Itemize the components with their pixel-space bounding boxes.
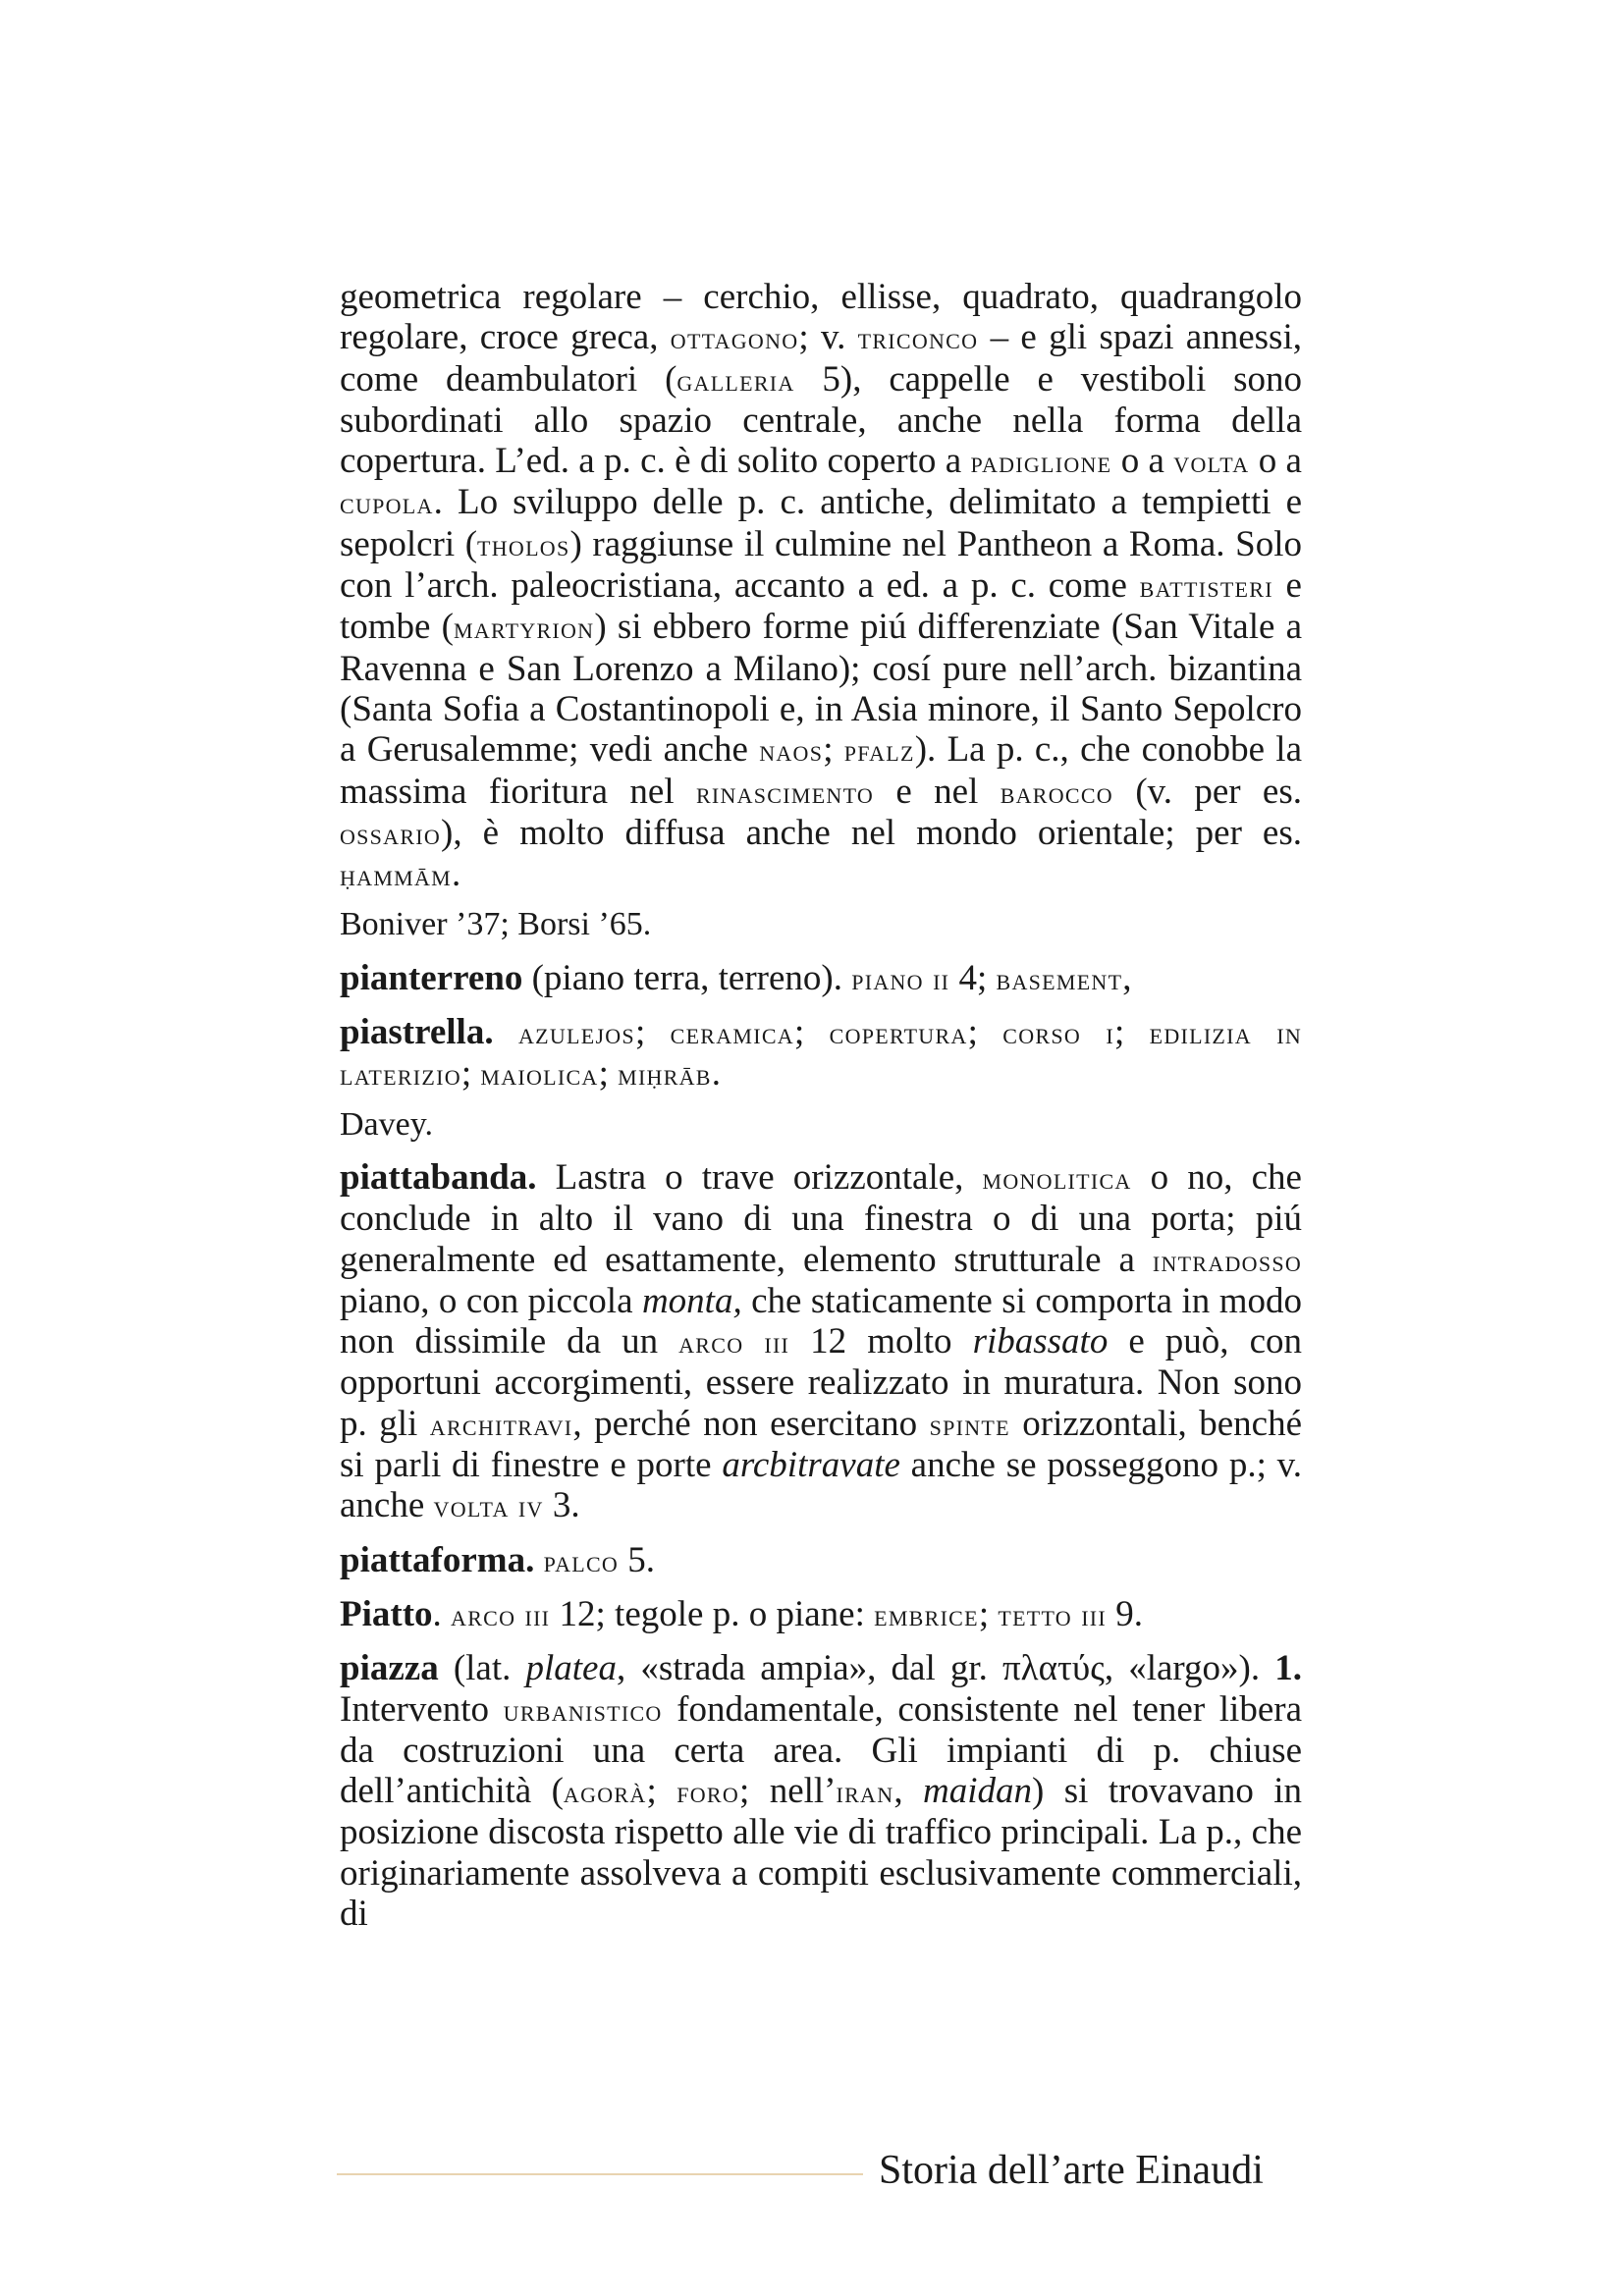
text-run: (lat.: [438, 1648, 526, 1689]
text-run: ; nell’: [739, 1771, 837, 1812]
text-run: 3.: [543, 1485, 580, 1526]
text-run: o a: [1249, 441, 1302, 482]
text-run: 4;: [949, 957, 997, 998]
text-run: orizzontali, benché si parli di finestre e porte: [340, 1403, 1302, 1486]
cross-reference: intradosso: [1152, 1243, 1302, 1278]
entry-headword: Piatto: [340, 1593, 433, 1634]
dictionary-entry: [340, 1594, 1302, 1635]
bibliography-line: Davey.: [340, 1105, 434, 1143]
cross-reference: cupola: [340, 486, 434, 521]
cross-reference: naos: [759, 733, 824, 769]
text-run: ;: [967, 1012, 1003, 1053]
text-run: .: [711, 1053, 722, 1095]
italic-term: monta,: [641, 1280, 742, 1321]
cross-reference: architravi: [429, 1407, 573, 1442]
italic-term: arcbitravate: [722, 1445, 900, 1486]
italic-term: maidan: [923, 1771, 1033, 1812]
continuation-paragraph: [340, 277, 1302, 895]
cross-reference: rinascimento: [695, 774, 875, 810]
cross-reference: corso i: [1002, 1016, 1114, 1051]
text-run: ). La p. c., che conobbe la massima fioritura nel: [340, 729, 1302, 812]
cross-reference: embrice: [874, 1597, 979, 1632]
footer-rule: [337, 2173, 863, 2175]
text-run: fondamentale, consistente nel tener libera da costruzioni una certa area. Gli impianti di p. chiuse dell’antichità (: [340, 1688, 1302, 1812]
text-run: 5), cappelle e vestiboli sono subordinati allo spazio centrale, anche nella forma della copertura. L’ed. a p. c. è di solito coperto a: [340, 358, 1302, 482]
cross-reference: ceramica: [670, 1016, 794, 1051]
text-run: Intervento: [340, 1688, 504, 1730]
text-run: 12 molto: [789, 1321, 973, 1362]
cross-reference: tetto iii: [998, 1597, 1107, 1632]
text-run: , «strada ampia», dal gr. πλατύς, «largo»).: [616, 1648, 1275, 1689]
cross-reference: piano ii: [851, 961, 950, 996]
text-run: [534, 1540, 543, 1580]
cross-reference: ottagono: [670, 321, 799, 356]
cross-reference: azulejos: [517, 1016, 635, 1051]
bibliography-line: Boniver ’37; Borsi ’65.: [340, 906, 652, 943]
dictionary-entry: [340, 1540, 1302, 1581]
cross-reference: volta: [1173, 445, 1250, 480]
cross-reference: basement: [996, 961, 1123, 996]
text-run: .: [432, 1593, 452, 1634]
cross-reference: edilizia in laterizio: [340, 1016, 1303, 1093]
cross-reference: ḥammām: [340, 858, 452, 893]
page-body: [340, 277, 1302, 1934]
cross-reference: padiglione: [970, 445, 1112, 480]
text-run: . Lo sviluppo delle p. c. antiche, delimitato a tempietti e sepolcri (: [340, 482, 1302, 564]
text-run: ;: [598, 1053, 619, 1095]
text-run: o a: [1111, 441, 1174, 482]
text-run: ;: [1113, 1012, 1150, 1053]
text-run: ;: [978, 1593, 999, 1634]
text-run: 5.: [619, 1539, 656, 1580]
text-run: – e gli spazi annessi, come deambulatori (: [340, 317, 1302, 400]
text-run: e tombe (: [340, 565, 1302, 648]
cross-reference: pfalz: [843, 733, 915, 769]
cross-reference: martyrion: [453, 611, 595, 646]
entry-headword: piazza: [340, 1648, 439, 1689]
text-run: ;: [646, 1771, 677, 1812]
dictionary-entry: [340, 1648, 1302, 1934]
dictionary-entry: [340, 1157, 1302, 1527]
cross-reference: maiolica: [480, 1057, 599, 1093]
text-run: .: [452, 854, 461, 895]
footer-title: Storia dell’arte Einaudi: [879, 2148, 1264, 2193]
text-run: ,: [1122, 957, 1132, 998]
cross-reference: galleria: [676, 362, 795, 398]
text-run: e nel: [874, 771, 1001, 812]
cross-reference: ossario: [340, 816, 442, 851]
cross-reference: spinte: [929, 1407, 1010, 1442]
cross-reference: barocco: [1000, 774, 1113, 810]
entries: [340, 958, 1302, 1935]
dictionary-entry: [340, 958, 1302, 999]
entry-headword: piattabanda.: [340, 1156, 537, 1198]
text-run: ) si ebbero forme piú differenziate (San Vitale a Ravenna e San Lorenzo a Milano); cosí pure nell’arch. bizantina (Santa Sofia a Costantinopoli e, in Asia minore, il Santo Sepolcro a Gerusalemme; vedi anche: [340, 607, 1302, 771]
text-run: anche se posseggono p.; v. anche: [340, 1445, 1302, 1526]
cross-reference: iran: [836, 1775, 894, 1810]
cross-reference: monolitica: [982, 1160, 1132, 1196]
italic-term: platea: [525, 1648, 617, 1689]
text-run: piano, o con piccola: [340, 1280, 642, 1321]
cross-reference: miḥrāb: [618, 1057, 712, 1093]
entry-headword: pianterreno: [340, 957, 523, 998]
cross-reference: battisteri: [1139, 569, 1273, 605]
text-run: e può, con opportuni accorgimenti, essere realizzato in muratura. Non sono p. gli: [340, 1321, 1302, 1444]
text-run: ;: [460, 1053, 481, 1095]
cross-reference: agorà: [563, 1775, 647, 1810]
cross-reference: arco iii: [451, 1597, 551, 1632]
text-run: [494, 1012, 518, 1052]
text-run: ;: [823, 729, 844, 771]
entry-headword: piattaforma.: [340, 1539, 535, 1580]
cross-reference: palco: [543, 1543, 620, 1578]
cross-reference: tholos: [477, 527, 570, 562]
cross-reference: volta iv: [433, 1489, 544, 1524]
italic-term: ribassato: [972, 1321, 1109, 1362]
text-run: ) raggiunse il culmine nel Pantheon a Roma. Solo con l’arch. paleocristiana, accanto a ed. a p. c. come: [340, 523, 1302, 607]
entry-headword: piastrella.: [340, 1012, 494, 1053]
cross-reference: urbanistico: [503, 1692, 663, 1728]
text-run: ) si trovavano in posizione discosta rispetto alle vie di traffico principali. La p., che originariamente assolveva a compiti esclusivamente commerciali, di: [340, 1771, 1303, 1934]
text-run: Lastra o trave orizzontale,: [536, 1156, 983, 1198]
text-run: ), è molto diffusa anche nel mondo orientale; per es.: [441, 812, 1302, 853]
text-run: (v. per es.: [1112, 771, 1302, 812]
text-run: o no, che conclude in alto il vano di una finestra o di una porta; piú generalmente ed esattamente, elemento strutturale a: [340, 1156, 1302, 1280]
sense-number: 1.: [1274, 1648, 1302, 1689]
text-run: ; v.: [798, 317, 858, 358]
text-run: 12; tegole p. o piane:: [550, 1593, 875, 1634]
cross-reference: copertura: [829, 1016, 968, 1051]
text-run: che staticamente si comporta in modo non dissimile da un: [340, 1280, 1303, 1362]
text-run: ;: [793, 1012, 830, 1053]
dictionary-entry: [340, 1012, 1302, 1095]
cross-reference: arco iii: [678, 1325, 790, 1361]
text-run: , perché non esercitano: [572, 1403, 930, 1444]
text-run: ,: [893, 1771, 924, 1812]
text-run: ;: [634, 1012, 671, 1053]
text-run: 9.: [1107, 1593, 1143, 1634]
text-run: geometrica regolare – cerchio, ellisse, quadrato, quadrangolo regolare, croce greca,: [340, 277, 1302, 358]
cross-reference: triconco: [857, 321, 979, 356]
text-run: (piano terra, terreno).: [522, 957, 852, 998]
cross-reference: foro: [676, 1775, 739, 1810]
